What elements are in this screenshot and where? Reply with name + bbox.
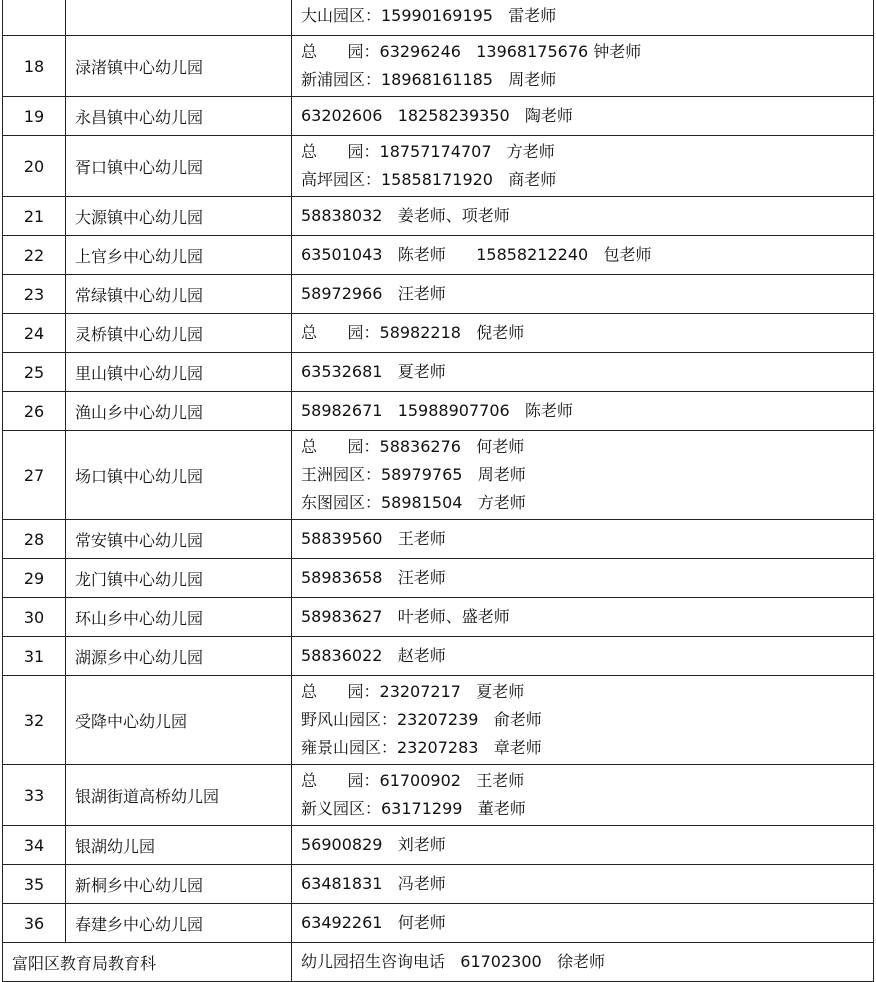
contact-cell	[292, 765, 874, 826]
contact-cell	[292, 904, 874, 943]
department-name: 富阳区教育局教育科	[3, 943, 292, 982]
table-row	[3, 136, 874, 197]
kindergarten-name-cell: 环山乡中心幼儿园	[66, 598, 292, 637]
contact-line: 大山园区：15990169195 雷老师	[301, 6, 557, 25]
row-number-cell: 21	[3, 197, 66, 236]
contact-line: 总 园：63296246 13968175676 钟老师	[301, 42, 642, 61]
table-row	[3, 314, 874, 353]
table-row	[3, 765, 874, 826]
kindergarten-name-cell: 银湖幼儿园	[66, 826, 292, 865]
contact-line: 新浦园区：18968161185 周老师	[301, 70, 557, 89]
kindergarten-name-cell: 常绿镇中心幼儿园	[66, 275, 292, 314]
row-number-cell: 23	[3, 275, 66, 314]
contact-line: 总 园：23207217 夏老师	[301, 682, 525, 701]
contact-cell	[292, 353, 874, 392]
kindergarten-name-cell: 里山镇中心幼儿园	[66, 353, 292, 392]
table-row	[3, 826, 874, 865]
kindergarten-name-cell: 胥口镇中心幼儿园	[66, 136, 292, 197]
contact-cell	[292, 0, 874, 36]
table-row	[3, 275, 874, 314]
kindergarten-name-cell: 渔山乡中心幼儿园	[66, 392, 292, 431]
kindergarten-name-cell: 龙门镇中心幼儿园	[66, 559, 292, 598]
table-row	[3, 676, 874, 765]
table-body	[3, 0, 874, 982]
contact-line: 58839560 王老师	[301, 529, 446, 548]
row-number-cell: 24	[3, 314, 66, 353]
row-number-cell: 36	[3, 904, 66, 943]
contact-line: 野风山园区：23207239 俞老师	[301, 710, 542, 729]
contact-cell	[292, 865, 874, 904]
contact-line: 63492261 何老师	[301, 913, 446, 932]
table-row	[3, 36, 874, 97]
row-number-cell: 35	[3, 865, 66, 904]
kindergarten-name-cell: 银湖街道高桥幼儿园	[66, 765, 292, 826]
contact-line: 总 园：58982218 倪老师	[301, 323, 525, 342]
kindergarten-name-cell	[66, 0, 292, 36]
hotline-text: 幼儿园招生咨询电话 61702300 徐老师	[301, 952, 605, 971]
contact-cell	[292, 559, 874, 598]
contact-cell	[292, 314, 874, 353]
row-number-cell	[3, 0, 66, 36]
contact-line: 58982671 15988907706 陈老师	[301, 401, 573, 420]
contact-line: 58983658 汪老师	[301, 568, 446, 587]
kindergarten-name-cell: 新桐乡中心幼儿园	[66, 865, 292, 904]
row-number-cell: 31	[3, 637, 66, 676]
contact-line: 63501043 陈老师 15858212240 包老师	[301, 245, 652, 264]
contact-line: 雍景山园区：23207283 章老师	[301, 738, 542, 757]
contact-cell	[292, 826, 874, 865]
table-row	[3, 559, 874, 598]
kindergarten-name-cell: 场口镇中心幼儿园	[66, 431, 292, 520]
table-row	[3, 0, 874, 36]
row-number-cell: 28	[3, 520, 66, 559]
kindergarten-name-cell: 灵桥镇中心幼儿园	[66, 314, 292, 353]
contact-line: 58983627 叶老师、盛老师	[301, 607, 510, 626]
kindergarten-name-cell: 永昌镇中心幼儿园	[66, 97, 292, 136]
contact-cell	[292, 275, 874, 314]
contact-line: 新义园区：63171299 董老师	[301, 799, 526, 818]
contact-line: 63481831 冯老师	[301, 874, 446, 893]
row-number-cell: 22	[3, 236, 66, 275]
contact-line: 东图园区：58981504 方老师	[301, 493, 526, 512]
contact-line: 总 园：58836276 何老师	[301, 437, 525, 456]
contact-line: 总 园：18757174707 方老师	[301, 142, 555, 161]
contact-cell	[292, 236, 874, 275]
contact-line: 58836022 赵老师	[301, 646, 446, 665]
contact-line: 王洲园区：58979765 周老师	[301, 465, 526, 484]
row-number-cell: 27	[3, 431, 66, 520]
kindergarten-name-cell: 春建乡中心幼儿园	[66, 904, 292, 943]
row-number-cell: 29	[3, 559, 66, 598]
row-number-cell: 19	[3, 97, 66, 136]
contact-cell	[292, 637, 874, 676]
footer-row	[3, 943, 874, 982]
enrollment-hotline	[292, 943, 874, 982]
row-number-cell: 34	[3, 826, 66, 865]
contact-cell	[292, 598, 874, 637]
contact-cell	[292, 676, 874, 765]
table-row	[3, 904, 874, 943]
row-number-cell: 33	[3, 765, 66, 826]
contact-cell	[292, 520, 874, 559]
contact-cell	[292, 136, 874, 197]
row-number-cell: 32	[3, 676, 66, 765]
contact-cell	[292, 197, 874, 236]
contact-cell	[292, 431, 874, 520]
contact-cell	[292, 36, 874, 97]
contact-line: 高坪园区：15858171920 商老师	[301, 170, 557, 189]
table-row	[3, 520, 874, 559]
table-row	[3, 236, 874, 275]
table-row	[3, 431, 874, 520]
kindergarten-name-cell: 受降中心幼儿园	[66, 676, 292, 765]
row-number-cell: 26	[3, 392, 66, 431]
kindergarten-name-cell: 湖源乡中心幼儿园	[66, 637, 292, 676]
row-number-cell: 25	[3, 353, 66, 392]
contact-cell	[292, 392, 874, 431]
contact-line: 58838032 姜老师、项老师	[301, 206, 510, 225]
row-number-cell: 30	[3, 598, 66, 637]
table-row	[3, 598, 874, 637]
kindergarten-name-cell: 上官乡中心幼儿园	[66, 236, 292, 275]
contact-line: 56900829 刘老师	[301, 835, 446, 854]
contact-line: 58972966 汪老师	[301, 284, 446, 303]
contact-cell	[292, 97, 874, 136]
row-number-cell: 18	[3, 36, 66, 97]
contact-line: 63202606 18258239350 陶老师	[301, 106, 573, 125]
kindergarten-name-cell: 大源镇中心幼儿园	[66, 197, 292, 236]
table-row	[3, 197, 874, 236]
contact-line: 63532681 夏老师	[301, 362, 446, 381]
table-row	[3, 97, 874, 136]
kindergarten-name-cell: 常安镇中心幼儿园	[66, 520, 292, 559]
table-row	[3, 353, 874, 392]
contact-line: 总 园：61700902 王老师	[301, 771, 525, 790]
table-row	[3, 865, 874, 904]
table-row	[3, 637, 874, 676]
table-row	[3, 392, 874, 431]
kindergarten-contact-table	[2, 0, 874, 982]
kindergarten-name-cell: 渌渚镇中心幼儿园	[66, 36, 292, 97]
row-number-cell: 20	[3, 136, 66, 197]
